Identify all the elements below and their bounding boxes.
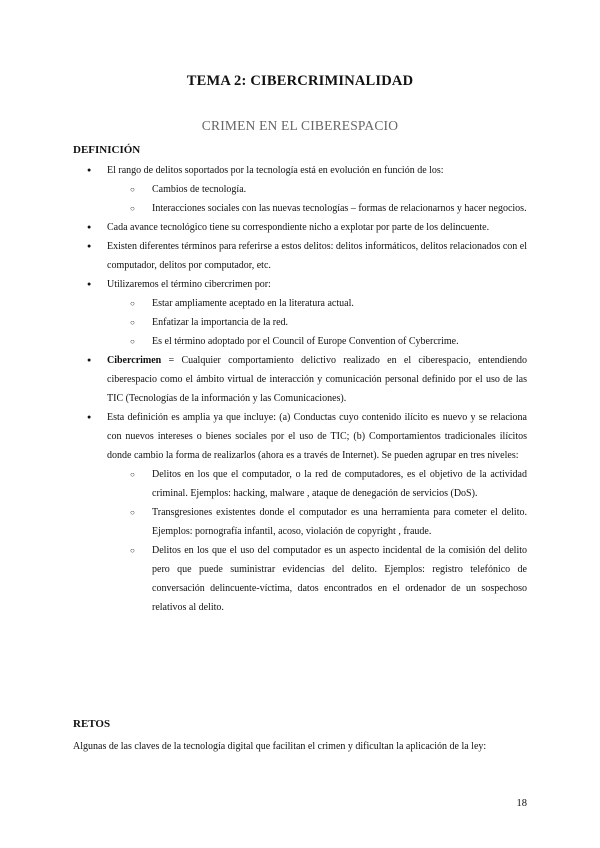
- section-heading-definicion: DEFINICIÓN: [73, 144, 141, 156]
- retos-paragraph: Algunas de las claves de la tecnología digital que facilitan el crimen y dificultan la aplicación de la ley:: [73, 741, 487, 752]
- sublist-item: ○ Cambios de tecnología.: [130, 180, 527, 199]
- sublist-item: ○ Delitos en los que el computador, o la red de computadores, es el objetivo de la actividad criminal. Ejemplos: hacking, malware , ataque de denegación de servicios (DoS).: [130, 465, 527, 503]
- list-item: ● El rango de delitos soportados por la tecnología está en evolución en función de los: ○ Cambios de tecnología. ○ Interacciones sociales con las nuevas tecnologías – formas de relacionarnos y hacer negocios.: [73, 161, 527, 218]
- definicion-content: [73, 161, 527, 617]
- sublist-item: ○ Enfatizar la importancia de la red.: [130, 313, 527, 332]
- list-item: ● Esta definición es amplia ya que incluye: (a) Conductas cuyo contenido ilícito es nuevo y se relaciona con nuevos intereses o bienes sociales por el uso de TIC; (b) Comportamientos tradicionales ilícitos donde cambio la forma de realizarlos (ahora es a través de Internet). Se pueden agrupar en tres niveles: ○ Delitos en los que el computador, o la red de computadores, es el objetivo de la actividad criminal. Ejemplos: hacking, malware , ataque de denegación de servicios (DoS). ○ Transgresiones existentes donde el computador es una herramienta para cometer el delito. Ejemplos: pornografía infantil, acoso, violación de copyright , fraude. ○ Delitos en los que el uso del computador es un aspecto incidental de la comisión del delito pero que puede suministrar evidencias del delito. Ejemplos: registro telefónico de conversación delincuente-víctima, datos encontrados en el ordenador de un sospechoso relativos al delito.: [73, 408, 527, 617]
- list-item: ● Cibercrimen = Cualquier comportamiento delictivo realizado en el ciberespacio, entendiendo ciberespacio como el ámbito virtual de interacción y comunicación personal definido por el uso de las TIC (Tecnologías de la información y las Comunicaciones).: [73, 351, 527, 408]
- list-item: ● Utilizaremos el término cibercrimen por: ○ Estar ampliamente aceptado en la literatura actual. ○ Enfatizar la importancia de la red. ○ Es el término adoptado por el Council of Europe Convention of Cybercrime.: [73, 275, 527, 351]
- page-title: TEMA 2: CIBERCRIMINALIDAD: [186, 73, 414, 89]
- list-item: ● Existen diferentes términos para referirse a estos delitos: delitos informáticos, delitos relacionados con el computador, delitos por computador, etc.: [73, 237, 527, 275]
- sublist-item: ○ Delitos en los que el uso del computador es un aspecto incidental de la comisión del delito pero que puede suministrar evidencias del delito. Ejemplos: registro telefónico de conversación delincuente-víctima, datos encontrados en el ordenador de un sospechoso relativos al delito.: [130, 541, 527, 617]
- term-cibercrimen: Cibercrimen: [107, 355, 162, 366]
- page-number: 18: [516, 798, 527, 809]
- sublist: [107, 465, 527, 617]
- section-heading-retos: RETOS: [73, 718, 111, 730]
- sublist: [107, 180, 527, 218]
- page-subtitle: CRIMEN EN EL CIBERESPACIO: [201, 118, 399, 133]
- sublist-item: ○ Es el término adoptado por el Council of Europe Convention of Cybercrime.: [130, 332, 527, 351]
- sublist-item: ○ Interacciones sociales con las nuevas tecnologías – formas de relacionarnos y hacer negocios.: [130, 199, 527, 218]
- sublist: [107, 294, 527, 351]
- sublist-item: ○ Transgresiones existentes donde el computador es una herramienta para cometer el delito. Ejemplos: pornografía infantil, acoso, violación de copyright , fraude.: [130, 503, 527, 541]
- sublist-item: ○ Estar ampliamente aceptado en la literatura actual.: [130, 294, 527, 313]
- definicion-list: [73, 161, 527, 617]
- list-item: ● Cada avance tecnológico tiene su correspondiente nicho a explotar por parte de los delincuente.: [73, 218, 527, 237]
